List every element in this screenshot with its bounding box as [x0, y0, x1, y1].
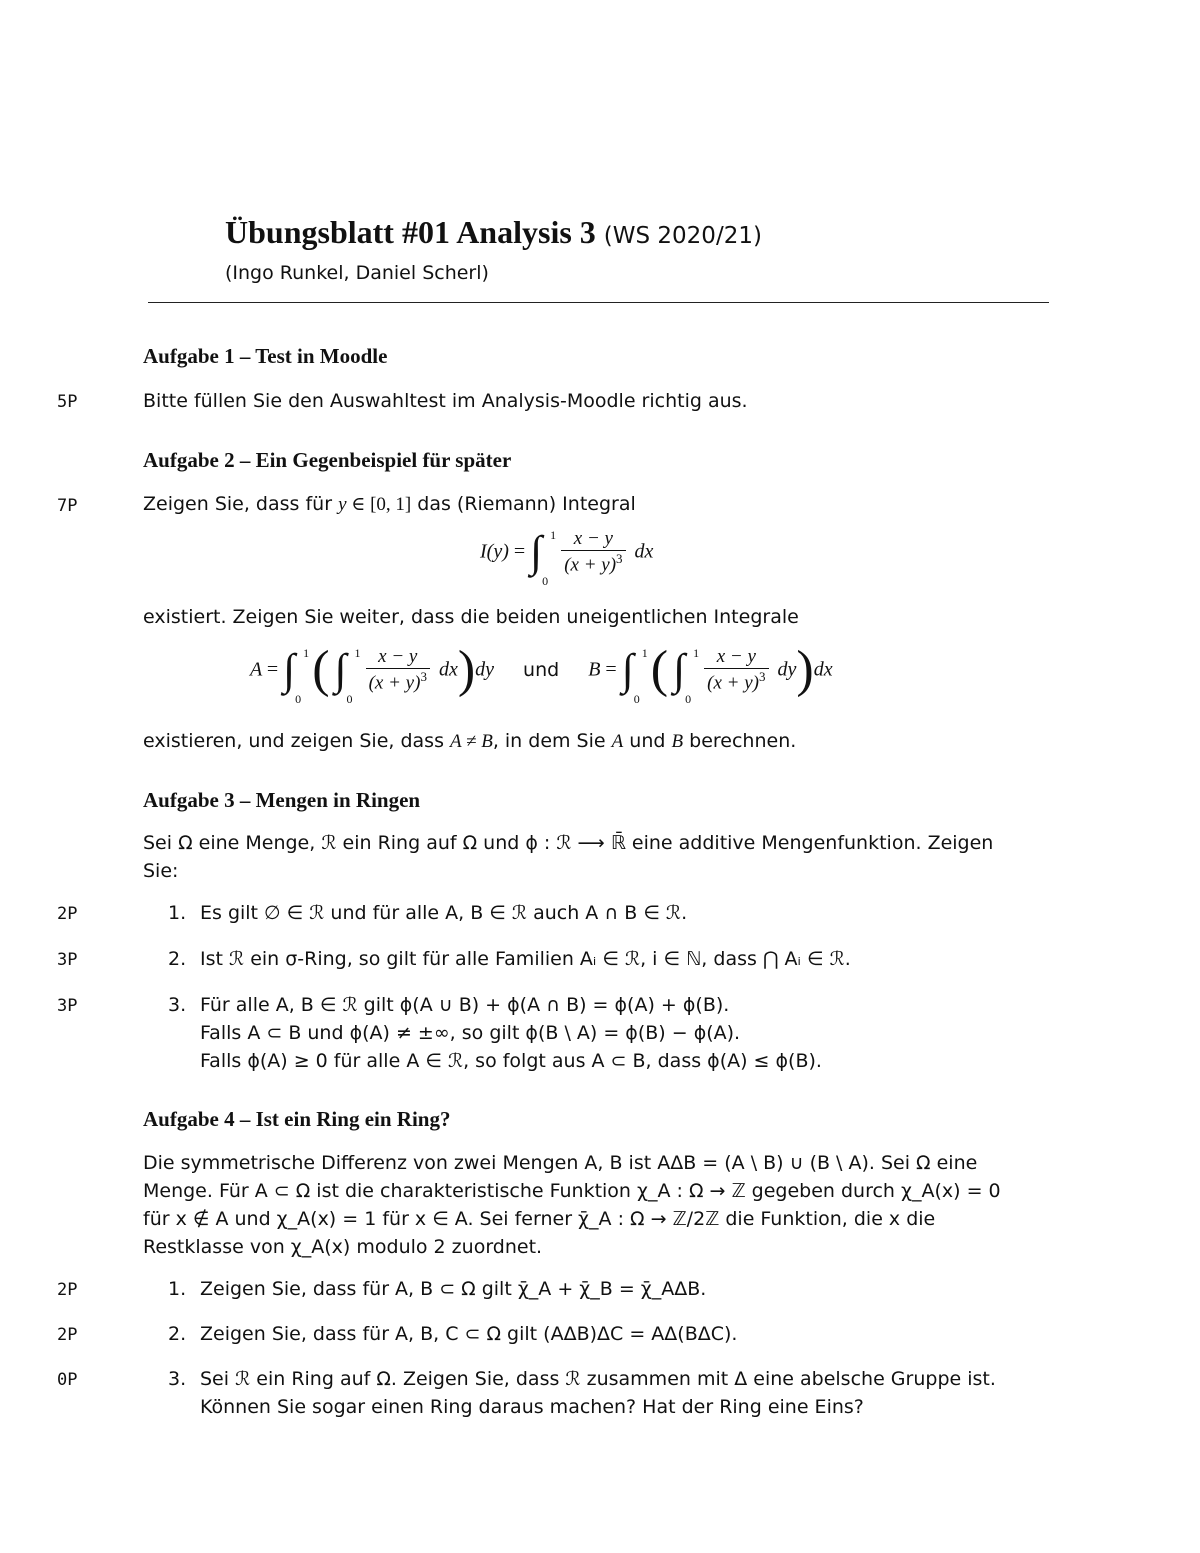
a2-end-c: und — [629, 730, 666, 752]
a3-item3-line3: Falls ϕ(A) ≥ 0 für alle A ∈ ℛ, so folgt aus A ⊂ B, dass ϕ(A) ≤ ϕ(B). — [200, 1050, 822, 1072]
a3-item2-points: 3P — [57, 950, 78, 970]
a4-item1-points: 2P — [57, 1280, 78, 1300]
a2-intro-b: das (Riemann) Integral — [417, 493, 636, 515]
a3-item3-line1: Für alle A, B ∈ ℛ gilt ϕ(A ∪ B) + ϕ(A ∩ B) = ϕ(A) + ϕ(B). — [200, 994, 730, 1016]
page-title — [225, 214, 762, 251]
header-rule — [148, 302, 1049, 303]
title-term: (WS 2020/21) — [603, 223, 762, 249]
a4-item3-line1: Sei ℛ ein Ring auf Ω. Zeigen Sie, dass ℛ zusammen mit Δ eine abelsche Gruppe ist. — [200, 1368, 996, 1390]
a3-item3-points: 3P — [57, 996, 78, 1016]
a3-intro-line1: Sei Ω eine Menge, ℛ ein Ring auf Ω und ϕ : ℛ ⟶ ℝ̄ eine additive Mengenfunktion. Zeigen — [143, 832, 994, 854]
a1-text: Bitte füllen Sie den Auswahltest im Analysis-Moodle richtig aus. — [143, 390, 748, 412]
a3-item1-text: Es gilt ∅ ∈ ℛ und für alle A, B ∈ ℛ auch A ∩ B ∈ ℛ. — [200, 902, 688, 924]
a4-para-line3: für x ∉ A und χ_A(x) = 1 für x ∈ A. Sei ferner χ̄_A : Ω → ℤ/2ℤ die Funktion, die x die — [143, 1208, 936, 1230]
a4-item1-text: Zeigen Sie, dass für A, B ⊂ Ω gilt χ̄_A + χ̄_B = χ̄_AΔB. — [200, 1278, 707, 1300]
a2-end-a: existieren, und zeigen Sie, dass — [143, 730, 444, 752]
a3-item2-num: 2. — [168, 948, 187, 970]
a4-item1-num: 1. — [168, 1278, 187, 1300]
a3-item2-text: Ist ℛ ein σ-Ring, so gilt für alle Familien Aᵢ ∈ ℛ, i ∈ ℕ, dass ⋂ Aᵢ ∈ ℛ. — [200, 948, 851, 970]
und-word: und — [523, 659, 560, 681]
a3-item3-line2: Falls A ⊂ B und ϕ(A) ≠ ±∞, so gilt ϕ(B \ A) = ϕ(B) − ϕ(A). — [200, 1022, 741, 1044]
a2-mid: existiert. Zeigen Sie weiter, dass die beiden uneigentlichen Integrale — [143, 606, 799, 628]
a2-intro-a: Zeigen Sie, dass für — [143, 493, 333, 515]
title-main: Übungsblatt #01 Analysis 3 — [225, 214, 596, 250]
a4-item3-points: 0P — [57, 1370, 78, 1390]
a4-item2-points: 2P — [57, 1325, 78, 1345]
a1-heading: Aufgabe 1 – Test in Moodle — [143, 344, 388, 368]
a2-end-d: berechnen. — [689, 730, 797, 752]
a2-end: existieren, und zeigen Sie, dass A ≠ B, in dem Sie A und B berechnen. — [143, 730, 797, 752]
a2-points: 7P — [57, 496, 78, 516]
a4-item3-line2: Können Sie sogar einen Ring daraus machen? Hat der Ring eine Eins? — [200, 1396, 864, 1418]
a4-item3-num: 3. — [168, 1368, 187, 1390]
a2-intro — [143, 493, 636, 516]
a4-item2-text: Zeigen Sie, dass für A, B, C ⊂ Ω gilt (AΔB)ΔC = AΔ(BΔC). — [200, 1323, 738, 1345]
a3-item3-num: 3. — [168, 994, 187, 1016]
a4-para-line1: Die symmetrische Differenz von zwei Mengen A, B ist AΔB = (A \ B) ∪ (B \ A). Sei Ω eine — [143, 1152, 978, 1174]
a4-para-line2: Menge. Für A ⊂ Ω ist die charakteristische Funktion χ_A : Ω → ℤ gegeben durch χ_A(x) = 0 — [143, 1180, 1001, 1202]
authors: (Ingo Runkel, Daniel Scherl) — [225, 262, 489, 284]
a4-item2-num: 2. — [168, 1323, 187, 1345]
a4-heading: Aufgabe 4 – Ist ein Ring ein Ring? — [143, 1107, 451, 1131]
a2-intro-math: y ∈ [0, 1] — [338, 494, 412, 515]
a3-intro-line2: Sie: — [143, 860, 179, 882]
a3-item1-points: 2P — [57, 904, 78, 924]
a3-heading: Aufgabe 3 – Mengen in Ringen — [143, 788, 421, 812]
equation-iy: I(y) = ∫ 1 0 $\frac{x - y}{(x + y)^3}$ dx — [480, 527, 654, 589]
a4-para-line4: Restklasse von χ_A(x) modulo 2 zuordnet. — [143, 1236, 543, 1258]
equation-ab: A = ∫ 1 0 ( ∫ 1 0 $\frac{x - y}{(x + y)^3}$ dx)dy und B = ∫ 1 0 ( ∫ 1 0 $\frac{x - y}{(x + y)^3}$ dy)dx — [250, 641, 833, 706]
a2-heading: Aufgabe 2 – Ein Gegenbeispiel für später — [143, 448, 512, 472]
a2-end-b: , in dem Sie — [492, 730, 606, 752]
a3-item1-num: 1. — [168, 902, 187, 924]
a1-points: 5P — [57, 392, 78, 412]
